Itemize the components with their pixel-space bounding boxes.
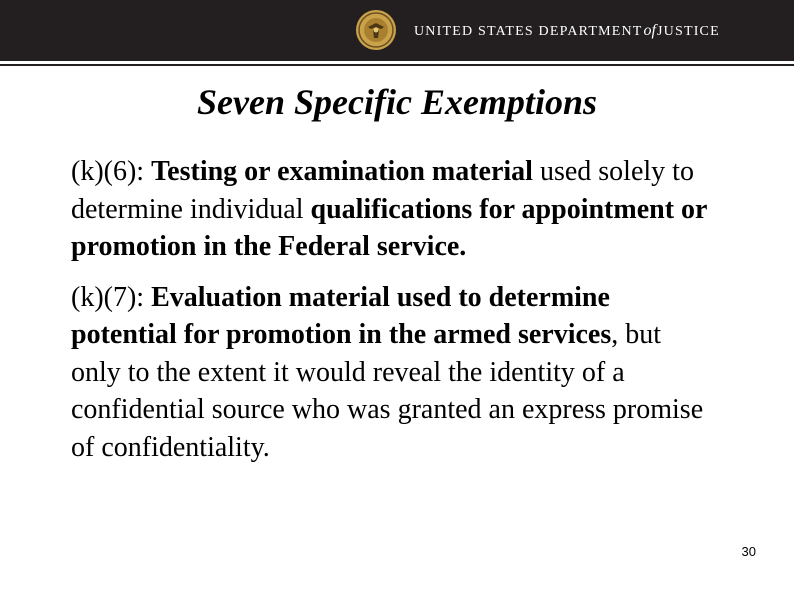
exemption-k6-paragraph: [71, 153, 711, 266]
department-name-of: of: [643, 22, 656, 39]
page-number: 30: [741, 544, 756, 559]
slide-title: Seven Specific Exemptions: [197, 82, 597, 122]
exemption-bold-text: Evaluation material used to determine potential for promotion in the armed services: [71, 281, 612, 350]
exemption-k7-paragraph: [71, 279, 711, 467]
exemption-code: (k)(6):: [71, 156, 152, 187]
exemption-bold-text: qualifications for appointment or promotion in the Federal service.: [71, 193, 707, 262]
exemption-bold-text: Testing or examination material: [151, 156, 533, 187]
exemption-code: (k)(7):: [71, 281, 152, 313]
header-rule: [0, 64, 794, 66]
department-name-part1: UNITED STATES DEPARTMENT: [414, 24, 643, 39]
slide-body: [71, 153, 731, 466]
exemption-text: used solely to determine individual: [71, 156, 694, 225]
department-name-part2: JUSTICE: [657, 24, 720, 39]
exemption-text: , but only to the extent it would reveal the identity of a confidential source who was granted an express promise of confidentiality.: [71, 319, 704, 463]
header-bar: [0, 0, 794, 61]
doj-seal-icon: [355, 9, 397, 51]
department-name: [414, 21, 720, 41]
